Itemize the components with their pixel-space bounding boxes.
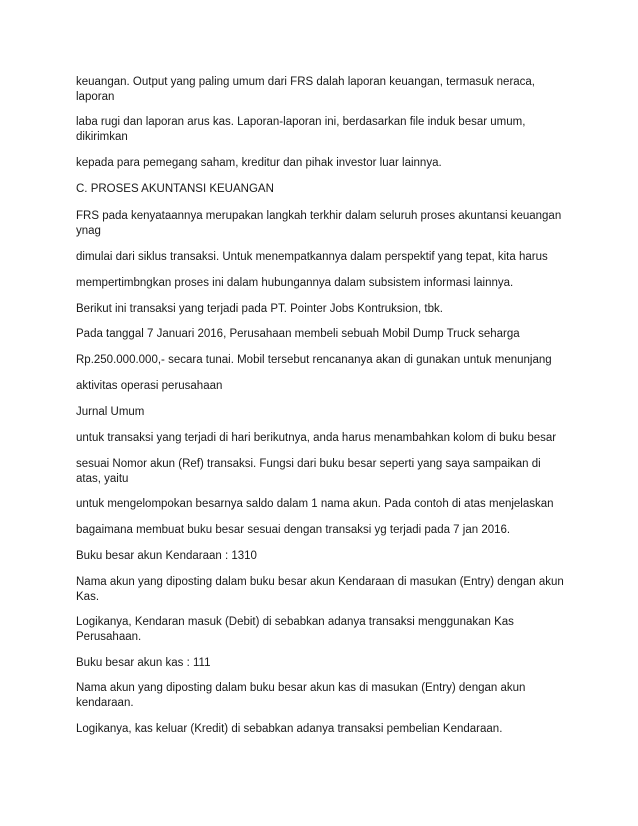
- paragraph-harga: Rp.250.000.000,- secara tunai. Mobil tersebut rencananya akan di gunakan untuk menunjang: [76, 354, 552, 366]
- paragraph-output-frs: keuangan. Output yang paling umum dari FRS dalah laporan keuangan, termasuk neraca, laporan: [76, 76, 536, 103]
- paragraph-akun-kas: Buku besar akun kas : 111: [76, 657, 211, 669]
- paragraph-posting-kas: Nama akun yang diposting dalam buku besar akun kas di masukan (Entry) dengan akun kendaraan.: [76, 682, 526, 709]
- paragraph-tanggal: Pada tanggal 7 Januari 2016, Perusahaan membeli sebuah Mobil Dump Truck seharga: [76, 328, 520, 340]
- paragraph-subsistem: mempertimbngkan proses ini dalam hubungannya dalam subsistem informasi lainnya.: [76, 277, 514, 289]
- paragraph-pemegang-saham: kepada para pemegang saham, kreditur dan pihak investor luar lainnya.: [76, 157, 442, 169]
- paragraph-mengelompokan: untuk mengelompokan besarnya saldo dalam 1 nama akun. Pada contoh di atas menjelaskan: [76, 498, 554, 510]
- paragraph-laba-rugi: laba rugi dan laporan arus kas. Laporan-laporan ini, berdasarkan file induk besar umum, dikirimkan: [76, 116, 526, 143]
- paragraph-nomor-akun: sesuai Nomor akun (Ref) transaksi. Fungsi dari buku besar seperti yang saya sampaikan di atas, yaitu: [76, 458, 541, 485]
- paragraph-aktivitas: aktivitas operasi perusahaan: [76, 380, 223, 392]
- paragraph-jurnal-umum: Jurnal Umum: [76, 406, 145, 418]
- section-heading: C. PROSES AKUNTANSI KEUANGAN: [76, 183, 274, 195]
- paragraph-membuat-buku-besar: bagaimana membuat buku besar sesuai dengan transaksi yg terjadi pada 7 jan 2016.: [76, 524, 511, 536]
- paragraph-hari-berikutnya: untuk transaksi yang terjadi di hari berikutnya, anda harus menambahkan kolom di buku besar: [76, 432, 557, 444]
- paragraph-logika-kredit: Logikanya, kas keluar (Kredit) di sebabkan adanya transaksi pembelian Kendaraan.: [76, 723, 503, 735]
- paragraph-logika-debit: Logikanya, Kendaran masuk (Debit) di sebabkan adanya transaksi menggunakan Kas Perusahaan.: [76, 616, 514, 643]
- paragraph-transaksi-pt: Berikut ini transaksi yang terjadi pada PT. Pointer Jobs Kontruksion, tbk.: [76, 303, 443, 315]
- paragraph-siklus-transaksi: dimulai dari siklus transaksi. Untuk menempatkannya dalam perspektif yang tepat, kita harus: [76, 251, 548, 263]
- paragraph-posting-kendaraan: Nama akun yang diposting dalam buku besar akun Kendaraan di masukan (Entry) dengan akun Kas.: [76, 576, 564, 603]
- paragraph-frs-langkah: FRS pada kenyataannya merupakan langkah terkhir dalam seluruh proses akuntansi keuangan ynag: [76, 210, 562, 237]
- paragraph-akun-kendaraan: Buku besar akun Kendaraan : 1310: [76, 550, 257, 562]
